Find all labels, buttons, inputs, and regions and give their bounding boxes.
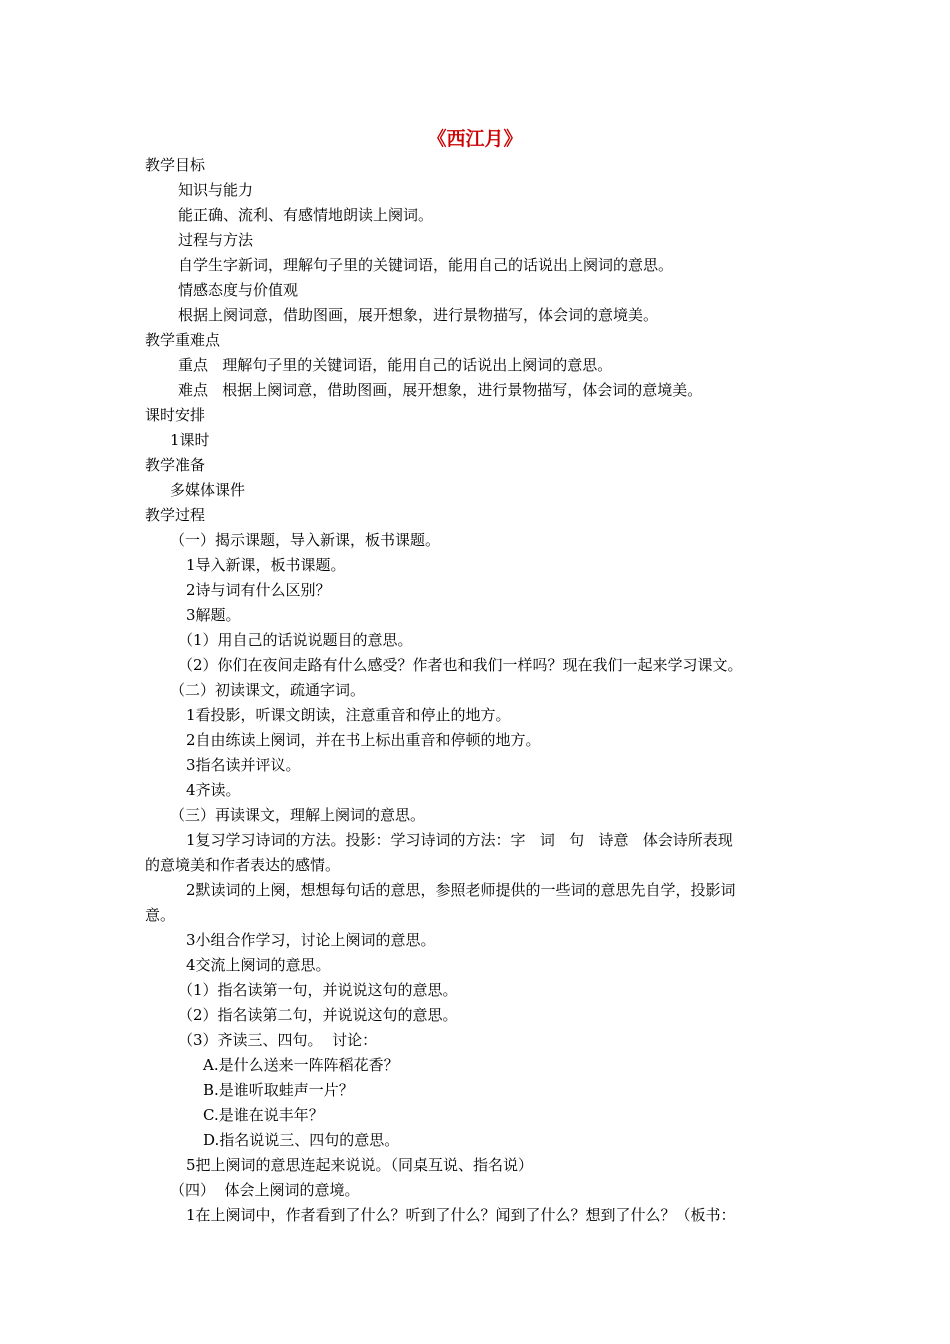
step-heading: （四） 体会上阕词的意境。 [170,1181,360,1199]
sub-list-item: B.是谁听取蛙声一片？ [203,1081,354,1099]
sub-list-item: D.指名说说三、四句的意思。 [203,1131,400,1149]
list-item-continuation: 意。 [145,906,176,924]
list-item: 4交流上阕词的意思。 [186,956,331,974]
list-item: （1）指名读第一句，并说说这句的意思。 [178,981,458,999]
list-item: 2默读词的上阕，想想每句话的意思，参照老师提供的一些词的意思先自学，投影词 [186,881,736,899]
list-item: （2）你们在夜间走路有什么感受？作者也和我们一样吗？现在我们一起来学习课文。 [178,656,743,674]
subheading: 知识与能力 [178,181,254,199]
paragraph: 重点 理解句子里的关键词语，能用自己的话说出上阕词的意思。 [178,356,613,374]
paragraph: 能正确、流利、有感情地朗读上阕词。 [178,206,434,224]
section-heading: 教学重难点 [145,331,221,349]
section-heading: 教学准备 [145,456,206,474]
list-item: 1看投影，听课文朗读，注意重音和停止的地方。 [186,706,511,724]
list-item: （3）齐读三、四句。 讨论： [178,1031,378,1049]
sub-list-item: C.是谁在说丰年？ [203,1106,324,1124]
list-item: 1在上阕词中，作者看到了什么？听到了什么？闻到了什么？想到了什么？（板书： [186,1206,736,1224]
paragraph: 多媒体课件 [170,481,246,499]
step-heading: （三）再读课文，理解上阕词的意思。 [170,806,426,824]
list-item: 2诗与词有什么区别？ [186,581,331,599]
section-heading: 教学目标 [145,156,206,174]
subheading: 过程与方法 [178,231,254,249]
list-item: （2）指名读第二句，并说说这句的意思。 [178,1006,458,1024]
section-heading: 教学过程 [145,506,206,524]
step-heading: （一）揭示课题，导入新课，板书课题。 [170,531,441,549]
paragraph: 根据上阕词意，借助图画，展开想象，进行景物描写，体会词的意境美。 [178,306,659,324]
paragraph: 自学生字新词，理解句子里的关键词语，能用自己的话说出上阕词的意思。 [178,256,674,274]
paragraph: 难点 根据上阕词意，借助图画，展开想象，进行景物描写，体会词的意境美。 [178,381,703,399]
list-item: 4齐读。 [186,781,241,799]
section-heading: 课时安排 [145,406,206,424]
list-item: 3小组合作学习，讨论上阕词的意思。 [186,931,436,949]
list-item: 3指名读并评议。 [186,756,301,774]
list-item-continuation: 的意境美和作者表达的感情。 [145,856,341,874]
list-item: 1导入新课，板书课题。 [186,556,346,574]
document-title: 《西江月》 [427,128,523,150]
list-item: 2自由练读上阕词，并在书上标出重音和停顿的地方。 [186,731,541,749]
subheading: 情感态度与价值观 [178,281,299,299]
list-item: 5把上阕词的意思连起来说说。（同桌互说、指名说） [186,1156,534,1174]
step-heading: （二）初读课文，疏通字词。 [170,681,366,699]
sub-list-item: A.是什么送来一阵阵稻花香？ [203,1056,399,1074]
list-item: 3解题。 [186,606,241,624]
list-item: （1）用自己的话说说题目的意思。 [178,631,413,649]
paragraph: 1课时 [170,431,210,449]
list-item: 1复习学习诗词的方法。投影：学习诗词的方法：字 词 句 诗意 体会诗所表现 [186,831,733,849]
